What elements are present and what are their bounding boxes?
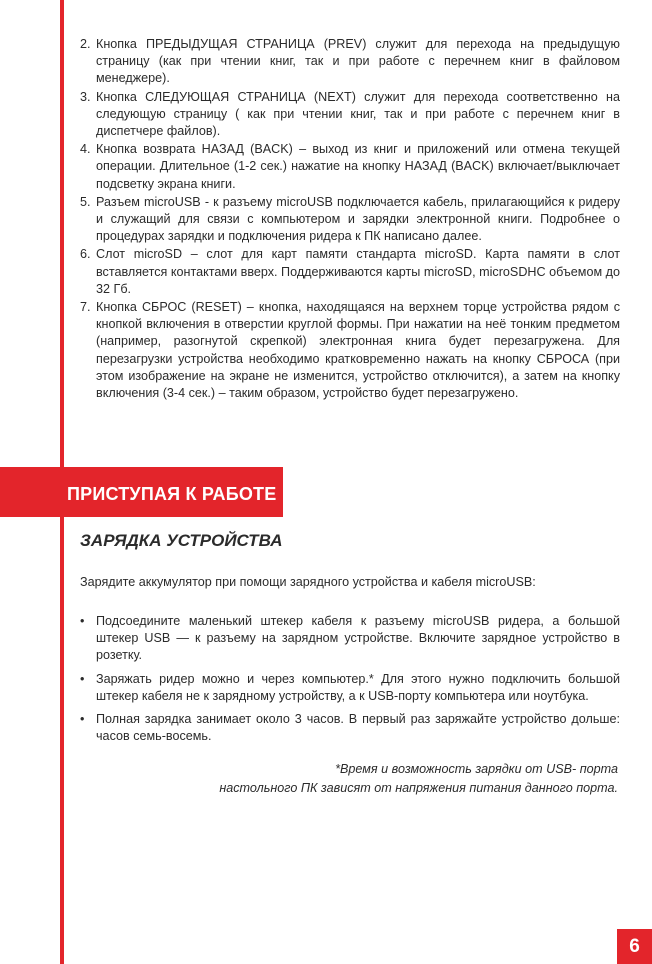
bullet-icon: • <box>80 712 85 727</box>
list-item <box>80 36 620 88</box>
list-item-number: 5. <box>80 194 91 209</box>
bullet-text: Подсоедините маленький штекер кабеля к разъему microUSB ридера, а большой штекер USB — к разъему на зарядном устройстве. Включите зарядное устройство в розетку. <box>96 614 620 663</box>
bullet-text: Полная зарядка занимает около 3 часов. В первый раз заряжайте устройство дольше: часов семь-восемь. <box>96 712 620 744</box>
footnote <box>98 760 618 798</box>
list-item <box>80 194 620 246</box>
charging-intro: Зарядите аккумулятор при помощи зарядного устройства и кабеля microUSB: <box>80 575 536 589</box>
list-item-text: Кнопка СБРОС (RESET) – кнопка, находящаяся на верхнем торце устройства рядом с кнопкой включения в отверстии круглой формы. При нажатии на неё тонким предметом (например, разогнутой скрепкой) электронная книга будет перезагружена. Для перезагрузки устройства необходимо кратковременно нажать на кнопку СБРОСА (при этом изображение на экране не изменится, устройство отключится), а затем на кнопку включения (3-4 сек.) – таким образом, устройство будет перезагружено. <box>96 300 620 401</box>
page-number-badge: 6 <box>617 929 652 964</box>
bullet-item <box>80 671 620 705</box>
list-item-text: Слот microSD – слот для карт памяти стандарта microSD. Карта памяти в слот вставляется контактами вверх. Поддерживаются карты microSD, microSDHC объемом до 32 Гб. <box>96 247 620 296</box>
list-item-text: Разъем microUSB - к разъему microUSB подключается кабель, прилагающийся к ридеру и служащий для связи с компьютером и зарядки электронной книги. Подробнее о процедурах зарядки и подключения ридера к ПК написано далее. <box>96 194 620 244</box>
bullet-item <box>80 613 620 665</box>
list-item <box>80 89 620 141</box>
bullet-text: Заряжать ридер можно и через компьютер.* Для этого нужно подключить большой штекер кабеля не к зарядному устройству, а к USB-порту компьютера или ноутбука. <box>96 671 620 703</box>
charging-bullet-list <box>80 613 620 751</box>
bullet-icon: • <box>80 671 85 686</box>
bullet-item <box>80 711 620 745</box>
buttons-description-list <box>80 36 620 403</box>
list-item-text: Кнопка СЛЕДУЮЩАЯ СТРАНИЦА (NEXT) служит для перехода соответственно на следующую страницу ( как при чтении книг, так и при работе с перечнем книг в диспетчере файлов). <box>96 89 620 139</box>
section-title: ПРИСТУПАЯ К РАБОТЕ <box>67 484 277 504</box>
bullet-icon: • <box>80 614 85 628</box>
footnote-line-1: *Время и возможность зарядки от USB- порта <box>335 762 618 776</box>
list-item-number: 4. <box>80 142 91 157</box>
list-item-number: 2. <box>80 37 91 51</box>
subsection-title: ЗАРЯДКА УСТРОЙСТВА <box>80 531 283 550</box>
list-item <box>80 299 620 402</box>
list-item-number: 3. <box>80 89 91 104</box>
list-item-text: Кнопка возврата НАЗАД (BACK) – выход из книг и приложений или отмена текущей операции. Длительное (1-2 сек.) нажатие на кнопку НАЗАД (BACK) включает/выключает подсветку экрана книги. <box>96 142 620 191</box>
list-item <box>80 141 620 193</box>
list-item-text: Кнопка ПРЕДЫДУЩАЯ СТРАНИЦА (PREV) служит для перехода на предыдущую страницу (как при чтении книг, так и при работе с перечнем книг в файловом менеджере). <box>96 37 620 86</box>
list-item-number: 6. <box>80 247 91 262</box>
footnote-line-2: настольного ПК зависят от напряжения питания данного порта. <box>219 781 618 795</box>
list-item-number: 7. <box>80 300 91 315</box>
list-item <box>80 246 620 298</box>
